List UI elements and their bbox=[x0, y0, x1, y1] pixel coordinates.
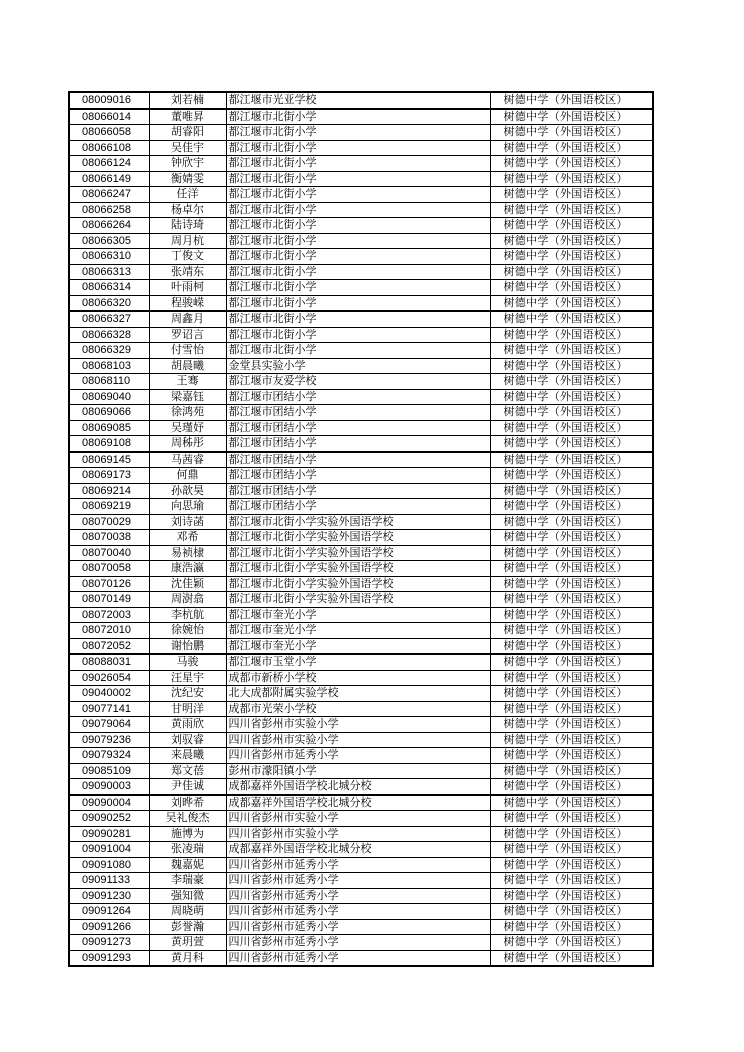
school-cell: 都江堰市北街小学 bbox=[226, 280, 490, 296]
admitted-school-cell: 树德中学（外国语校区） bbox=[490, 468, 653, 484]
table-row bbox=[69, 233, 653, 249]
student-id-cell: 08066264 bbox=[69, 218, 149, 234]
school-cell: 都江堰市北街小学实验外国语学校 bbox=[226, 561, 490, 577]
admitted-school-cell: 树德中学（外国语校区） bbox=[490, 187, 653, 203]
student-id-cell: 09091080 bbox=[69, 857, 149, 873]
table-row bbox=[69, 327, 653, 343]
table-row bbox=[69, 295, 653, 311]
student-name-cell: 吴佳宇 bbox=[149, 140, 226, 156]
school-cell: 都江堰市奎光小学 bbox=[226, 607, 490, 623]
student-name-cell: 钟欣宇 bbox=[149, 156, 226, 172]
student-id-cell: 08068103 bbox=[69, 358, 149, 374]
school-cell: 都江堰市北街小学 bbox=[226, 218, 490, 234]
table-row bbox=[69, 140, 653, 156]
table-row bbox=[69, 109, 653, 125]
school-cell: 金堂县实验小学 bbox=[226, 358, 490, 374]
student-name-cell: 徐婉怡 bbox=[149, 623, 226, 639]
student-name-cell: 胡睿阳 bbox=[149, 125, 226, 141]
student-id-cell: 08066149 bbox=[69, 171, 149, 187]
school-cell: 都江堰市团结小学 bbox=[226, 420, 490, 436]
student-name-cell: 董唯昇 bbox=[149, 109, 226, 125]
table-row bbox=[69, 311, 653, 327]
table-row bbox=[69, 779, 653, 795]
student-id-cell: 09077141 bbox=[69, 701, 149, 717]
student-name-cell: 周鑫月 bbox=[149, 311, 226, 327]
school-cell: 都江堰市光亚学校 bbox=[226, 92, 490, 109]
student-name-cell: 来晨曦 bbox=[149, 748, 226, 764]
school-cell: 都江堰市北街小学实验外国语学校 bbox=[226, 592, 490, 608]
admitted-school-cell: 树德中学（外国语校区） bbox=[490, 654, 653, 670]
student-id-cell: 09090004 bbox=[69, 795, 149, 811]
student-id-cell: 08066313 bbox=[69, 264, 149, 280]
admitted-school-cell: 树德中学（外国语校区） bbox=[490, 233, 653, 249]
student-id-cell: 09079324 bbox=[69, 748, 149, 764]
student-id-cell: 08009016 bbox=[69, 92, 149, 109]
student-name-cell: 周澍翕 bbox=[149, 592, 226, 608]
admitted-school-cell: 树德中学（外国语校区） bbox=[490, 202, 653, 218]
table-row bbox=[69, 592, 653, 608]
school-cell: 都江堰市北街小学 bbox=[226, 125, 490, 141]
student-name-cell: 尹佳诚 bbox=[149, 779, 226, 795]
student-name-cell: 李杭航 bbox=[149, 607, 226, 623]
school-cell: 都江堰市北街小学实验外国语学校 bbox=[226, 576, 490, 592]
table-row bbox=[69, 950, 653, 966]
admitted-school-cell: 树德中学（外国语校区） bbox=[490, 374, 653, 390]
admitted-school-cell: 树德中学（外国语校区） bbox=[490, 888, 653, 904]
table-row bbox=[69, 358, 653, 374]
school-cell: 四川省彭州市延秀小学 bbox=[226, 873, 490, 889]
student-name-cell: 刘诗菡 bbox=[149, 514, 226, 530]
student-name-cell: 周月杭 bbox=[149, 233, 226, 249]
student-id-cell: 08069108 bbox=[69, 436, 149, 452]
admitted-school-cell: 树德中学（外国语校区） bbox=[490, 436, 653, 452]
admitted-school-cell: 树德中学（外国语校区） bbox=[490, 499, 653, 515]
student-id-cell: 08066058 bbox=[69, 125, 149, 141]
student-name-cell: 周晓萌 bbox=[149, 904, 226, 920]
student-name-cell: 杨卓尔 bbox=[149, 202, 226, 218]
school-cell: 都江堰市北街小学 bbox=[226, 343, 490, 359]
admitted-school-cell: 树德中学（外国语校区） bbox=[490, 811, 653, 827]
admitted-school-cell: 树德中学（外国语校区） bbox=[490, 607, 653, 623]
school-cell: 都江堰市团结小学 bbox=[226, 499, 490, 515]
student-name-cell: 马茜睿 bbox=[149, 452, 226, 468]
school-cell: 都江堰市奎光小学 bbox=[226, 638, 490, 654]
school-cell: 都江堰市团结小学 bbox=[226, 389, 490, 405]
school-cell: 都江堰市北街小学 bbox=[226, 233, 490, 249]
student-name-cell: 何鼎 bbox=[149, 468, 226, 484]
admitted-school-cell: 树德中学（外国语校区） bbox=[490, 264, 653, 280]
table-row bbox=[69, 607, 653, 623]
student-name-cell: 王骞 bbox=[149, 374, 226, 390]
admitted-school-cell: 树德中学（外国语校区） bbox=[490, 873, 653, 889]
student-id-cell: 08069173 bbox=[69, 468, 149, 484]
student-name-cell: 刘晔希 bbox=[149, 795, 226, 811]
student-id-cell: 09090281 bbox=[69, 826, 149, 842]
table-row bbox=[69, 576, 653, 592]
student-id-cell: 08072052 bbox=[69, 638, 149, 654]
student-id-cell: 08066124 bbox=[69, 156, 149, 172]
student-id-cell: 08066258 bbox=[69, 202, 149, 218]
student-id-cell: 09091230 bbox=[69, 888, 149, 904]
admitted-school-cell: 树德中学（外国语校区） bbox=[490, 327, 653, 343]
admitted-school-cell: 树德中学（外国语校区） bbox=[490, 779, 653, 795]
student-name-cell: 强知微 bbox=[149, 888, 226, 904]
table-row bbox=[69, 499, 653, 515]
student-id-cell: 09091264 bbox=[69, 904, 149, 920]
admitted-school-cell: 树德中学（外国语校区） bbox=[490, 483, 653, 499]
student-id-cell: 08070058 bbox=[69, 561, 149, 577]
school-cell: 四川省彭州市实验小学 bbox=[226, 811, 490, 827]
student-name-cell: 任洋 bbox=[149, 187, 226, 203]
admitted-school-cell: 树德中学（外国语校区） bbox=[490, 904, 653, 920]
table-row bbox=[69, 92, 653, 109]
table-row bbox=[69, 748, 653, 764]
student-id-cell: 08070126 bbox=[69, 576, 149, 592]
student-id-cell: 09090003 bbox=[69, 779, 149, 795]
admitted-school-cell: 树德中学（外国语校区） bbox=[490, 763, 653, 779]
admitted-school-cell: 树德中学（外国语校区） bbox=[490, 125, 653, 141]
admission-table-body bbox=[69, 92, 653, 966]
table-row bbox=[69, 935, 653, 951]
table-row bbox=[69, 623, 653, 639]
school-cell: 都江堰市北街小学实验外国语学校 bbox=[226, 545, 490, 561]
table-row bbox=[69, 420, 653, 436]
student-id-cell: 08066327 bbox=[69, 311, 149, 327]
table-row bbox=[69, 888, 653, 904]
table-row bbox=[69, 732, 653, 748]
student-id-cell: 08072003 bbox=[69, 607, 149, 623]
student-id-cell: 09091273 bbox=[69, 935, 149, 951]
admitted-school-cell: 树德中学（外国语校区） bbox=[490, 919, 653, 935]
student-id-cell: 08069085 bbox=[69, 420, 149, 436]
school-cell: 都江堰市团结小学 bbox=[226, 452, 490, 468]
student-id-cell: 08070038 bbox=[69, 530, 149, 546]
student-id-cell: 08070149 bbox=[69, 592, 149, 608]
school-cell: 都江堰市北街小学 bbox=[226, 295, 490, 311]
table-row bbox=[69, 701, 653, 717]
student-id-cell: 09090252 bbox=[69, 811, 149, 827]
admitted-school-cell: 树德中学（外国语校区） bbox=[490, 545, 653, 561]
table-row bbox=[69, 561, 653, 577]
admitted-school-cell: 树德中学（外国语校区） bbox=[490, 826, 653, 842]
student-id-cell: 08070040 bbox=[69, 545, 149, 561]
school-cell: 四川省彭州市延秀小学 bbox=[226, 935, 490, 951]
admitted-school-cell: 树德中学（外国语校区） bbox=[490, 389, 653, 405]
school-cell: 都江堰市北街小学 bbox=[226, 264, 490, 280]
admitted-school-cell: 树德中学（外国语校区） bbox=[490, 405, 653, 421]
student-id-cell: 09040002 bbox=[69, 686, 149, 702]
admitted-school-cell: 树德中学（外国语校区） bbox=[490, 249, 653, 265]
school-cell: 都江堰市北街小学 bbox=[226, 249, 490, 265]
school-cell: 成都市新桥小学校 bbox=[226, 670, 490, 686]
table-row bbox=[69, 545, 653, 561]
student-id-cell: 08066108 bbox=[69, 140, 149, 156]
admitted-school-cell: 树德中学（外国语校区） bbox=[490, 842, 653, 858]
admitted-school-cell: 树德中学（外国语校区） bbox=[490, 280, 653, 296]
school-cell: 四川省彭州市延秀小学 bbox=[226, 904, 490, 920]
table-row bbox=[69, 686, 653, 702]
student-name-cell: 黄玥萱 bbox=[149, 935, 226, 951]
student-id-cell: 08069214 bbox=[69, 483, 149, 499]
admitted-school-cell: 树德中学（外国语校区） bbox=[490, 592, 653, 608]
table-row bbox=[69, 264, 653, 280]
table-row bbox=[69, 452, 653, 468]
student-name-cell: 张凌瑞 bbox=[149, 842, 226, 858]
admitted-school-cell: 树德中学（外国语校区） bbox=[490, 638, 653, 654]
table-row bbox=[69, 514, 653, 530]
student-name-cell: 张靖东 bbox=[149, 264, 226, 280]
school-cell: 都江堰市北街小学 bbox=[226, 327, 490, 343]
admitted-school-cell: 树德中学（外国语校区） bbox=[490, 156, 653, 172]
table-row bbox=[69, 280, 653, 296]
table-row bbox=[69, 171, 653, 187]
student-id-cell: 09091293 bbox=[69, 950, 149, 966]
table-row bbox=[69, 468, 653, 484]
admitted-school-cell: 树德中学（外国语校区） bbox=[490, 452, 653, 468]
student-name-cell: 黄雨欣 bbox=[149, 717, 226, 733]
school-cell: 都江堰市北街小学 bbox=[226, 156, 490, 172]
school-cell: 都江堰市北街小学 bbox=[226, 187, 490, 203]
table-row bbox=[69, 530, 653, 546]
admitted-school-cell: 树德中学（外国语校区） bbox=[490, 295, 653, 311]
school-cell: 都江堰市北街小学 bbox=[226, 171, 490, 187]
school-cell: 都江堰市北街小学实验外国语学校 bbox=[226, 514, 490, 530]
student-name-cell: 吴瑾妤 bbox=[149, 420, 226, 436]
student-name-cell: 程骏嵘 bbox=[149, 295, 226, 311]
admitted-school-cell: 树德中学（外国语校区） bbox=[490, 140, 653, 156]
student-id-cell: 08066328 bbox=[69, 327, 149, 343]
school-cell: 四川省彭州市延秀小学 bbox=[226, 919, 490, 935]
school-cell: 四川省彭州市实验小学 bbox=[226, 826, 490, 842]
student-name-cell: 彭誉瀚 bbox=[149, 919, 226, 935]
student-id-cell: 09091133 bbox=[69, 873, 149, 889]
admitted-school-cell: 树德中学（外国语校区） bbox=[490, 358, 653, 374]
table-row bbox=[69, 670, 653, 686]
school-cell: 都江堰市奎光小学 bbox=[226, 623, 490, 639]
student-id-cell: 09026054 bbox=[69, 670, 149, 686]
admitted-school-cell: 树德中学（外国语校区） bbox=[490, 561, 653, 577]
school-cell: 都江堰市北街小学 bbox=[226, 140, 490, 156]
school-cell: 都江堰市友爱学校 bbox=[226, 374, 490, 390]
student-name-cell: 谢怡鹏 bbox=[149, 638, 226, 654]
student-name-cell: 黄月科 bbox=[149, 950, 226, 966]
student-name-cell: 沈佳颖 bbox=[149, 576, 226, 592]
admitted-school-cell: 树德中学（外国语校区） bbox=[490, 701, 653, 717]
table-row bbox=[69, 187, 653, 203]
student-name-cell: 胡晨曦 bbox=[149, 358, 226, 374]
student-name-cell: 易祯棣 bbox=[149, 545, 226, 561]
student-id-cell: 08066329 bbox=[69, 343, 149, 359]
school-cell: 四川省彭州市延秀小学 bbox=[226, 857, 490, 873]
admitted-school-cell: 树德中学（外国语校区） bbox=[490, 748, 653, 764]
student-name-cell: 沈纪安 bbox=[149, 686, 226, 702]
student-name-cell: 李瑞豪 bbox=[149, 873, 226, 889]
student-id-cell: 09091004 bbox=[69, 842, 149, 858]
admitted-school-cell: 树德中学（外国语校区） bbox=[490, 670, 653, 686]
table-row bbox=[69, 483, 653, 499]
student-name-cell: 叶雨柯 bbox=[149, 280, 226, 296]
table-row bbox=[69, 826, 653, 842]
student-id-cell: 08069066 bbox=[69, 405, 149, 421]
student-name-cell: 郑文蓓 bbox=[149, 763, 226, 779]
student-id-cell: 08088031 bbox=[69, 654, 149, 670]
student-name-cell: 丁俊文 bbox=[149, 249, 226, 265]
admitted-school-cell: 树德中学（外国语校区） bbox=[490, 623, 653, 639]
student-name-cell: 甘明洋 bbox=[149, 701, 226, 717]
admitted-school-cell: 树德中学（外国语校区） bbox=[490, 343, 653, 359]
table-row bbox=[69, 156, 653, 172]
admitted-school-cell: 树德中学（外国语校区） bbox=[490, 109, 653, 125]
student-name-cell: 罗诏言 bbox=[149, 327, 226, 343]
student-id-cell: 09079064 bbox=[69, 717, 149, 733]
table-row bbox=[69, 436, 653, 452]
student-name-cell: 梁嘉钰 bbox=[149, 389, 226, 405]
school-cell: 四川省彭州市延秀小学 bbox=[226, 950, 490, 966]
admission-table bbox=[68, 91, 654, 967]
table-row bbox=[69, 811, 653, 827]
student-id-cell: 08066320 bbox=[69, 295, 149, 311]
student-name-cell: 付雪怡 bbox=[149, 343, 226, 359]
student-id-cell: 08069219 bbox=[69, 499, 149, 515]
school-cell: 四川省彭州市实验小学 bbox=[226, 732, 490, 748]
school-cell: 四川省彭州市实验小学 bbox=[226, 717, 490, 733]
admitted-school-cell: 树德中学（外国语校区） bbox=[490, 950, 653, 966]
school-cell: 都江堰市团结小学 bbox=[226, 483, 490, 499]
school-cell: 彭州市濛阳镇小学 bbox=[226, 763, 490, 779]
table-row bbox=[69, 654, 653, 670]
table-row bbox=[69, 638, 653, 654]
school-cell: 四川省彭州市延秀小学 bbox=[226, 748, 490, 764]
student-id-cell: 08069040 bbox=[69, 389, 149, 405]
table-row bbox=[69, 919, 653, 935]
student-name-cell: 康浩瀛 bbox=[149, 561, 226, 577]
admitted-school-cell: 树德中学（外国语校区） bbox=[490, 530, 653, 546]
student-name-cell: 马骏 bbox=[149, 654, 226, 670]
student-name-cell: 邓希 bbox=[149, 530, 226, 546]
table-row bbox=[69, 763, 653, 779]
table-row bbox=[69, 249, 653, 265]
table-row bbox=[69, 125, 653, 141]
student-name-cell: 陆诗琦 bbox=[149, 218, 226, 234]
school-cell: 成都嘉祥外国语学校北城分校 bbox=[226, 842, 490, 858]
school-cell: 北大成都附属实验学校 bbox=[226, 686, 490, 702]
school-cell: 都江堰市团结小学 bbox=[226, 405, 490, 421]
student-name-cell: 刘驭睿 bbox=[149, 732, 226, 748]
table-row bbox=[69, 842, 653, 858]
admitted-school-cell: 树德中学（外国语校区） bbox=[490, 311, 653, 327]
table-row bbox=[69, 717, 653, 733]
student-name-cell: 魏嘉妮 bbox=[149, 857, 226, 873]
student-id-cell: 08066014 bbox=[69, 109, 149, 125]
admitted-school-cell: 树德中学（外国语校区） bbox=[490, 576, 653, 592]
school-cell: 都江堰市北街小学 bbox=[226, 311, 490, 327]
student-name-cell: 周秭彤 bbox=[149, 436, 226, 452]
admitted-school-cell: 树德中学（外国语校区） bbox=[490, 686, 653, 702]
student-name-cell: 施博为 bbox=[149, 826, 226, 842]
admitted-school-cell: 树德中学（外国语校区） bbox=[490, 732, 653, 748]
student-id-cell: 09091266 bbox=[69, 919, 149, 935]
admitted-school-cell: 树德中学（外国语校区） bbox=[490, 935, 653, 951]
school-cell: 都江堰市玉堂小学 bbox=[226, 654, 490, 670]
table-row bbox=[69, 343, 653, 359]
table-row bbox=[69, 202, 653, 218]
student-id-cell: 09085109 bbox=[69, 763, 149, 779]
admitted-school-cell: 树德中学（外国语校区） bbox=[490, 795, 653, 811]
student-name-cell: 孙歆昊 bbox=[149, 483, 226, 499]
student-name-cell: 吴礼俊杰 bbox=[149, 811, 226, 827]
table-row bbox=[69, 374, 653, 390]
admitted-school-cell: 树德中学（外国语校区） bbox=[490, 420, 653, 436]
table-row bbox=[69, 857, 653, 873]
school-cell: 都江堰市团结小学 bbox=[226, 436, 490, 452]
student-id-cell: 08066310 bbox=[69, 249, 149, 265]
table-row bbox=[69, 873, 653, 889]
school-cell: 成都嘉祥外国语学校北城分校 bbox=[226, 795, 490, 811]
school-cell: 都江堰市北街小学 bbox=[226, 202, 490, 218]
school-cell: 成都市光荣小学校 bbox=[226, 701, 490, 717]
school-cell: 都江堰市北街小学 bbox=[226, 109, 490, 125]
table-row bbox=[69, 405, 653, 421]
student-name-cell: 刘若楠 bbox=[149, 92, 226, 109]
admitted-school-cell: 树德中学（外国语校区） bbox=[490, 717, 653, 733]
admitted-school-cell: 树德中学（外国语校区） bbox=[490, 92, 653, 109]
school-cell: 成都嘉祥外国语学校北城分校 bbox=[226, 779, 490, 795]
student-id-cell: 08066247 bbox=[69, 187, 149, 203]
admitted-school-cell: 树德中学（外国语校区） bbox=[490, 218, 653, 234]
school-cell: 都江堰市北街小学实验外国语学校 bbox=[226, 530, 490, 546]
student-id-cell: 08069145 bbox=[69, 452, 149, 468]
table-row bbox=[69, 904, 653, 920]
admitted-school-cell: 树德中学（外国语校区） bbox=[490, 514, 653, 530]
school-cell: 都江堰市团结小学 bbox=[226, 468, 490, 484]
table-row bbox=[69, 389, 653, 405]
student-id-cell: 08066305 bbox=[69, 233, 149, 249]
school-cell: 四川省彭州市延秀小学 bbox=[226, 888, 490, 904]
student-name-cell: 衡婧雯 bbox=[149, 171, 226, 187]
admitted-school-cell: 树德中学（外国语校区） bbox=[490, 171, 653, 187]
student-name-cell: 汪星宇 bbox=[149, 670, 226, 686]
student-id-cell: 09079236 bbox=[69, 732, 149, 748]
student-name-cell: 徐鸿苑 bbox=[149, 405, 226, 421]
student-id-cell: 08068110 bbox=[69, 374, 149, 390]
student-id-cell: 08066314 bbox=[69, 280, 149, 296]
admitted-school-cell: 树德中学（外国语校区） bbox=[490, 857, 653, 873]
student-name-cell: 向思瑜 bbox=[149, 499, 226, 515]
student-id-cell: 08072010 bbox=[69, 623, 149, 639]
table-row bbox=[69, 795, 653, 811]
student-id-cell: 08070029 bbox=[69, 514, 149, 530]
table-row bbox=[69, 218, 653, 234]
